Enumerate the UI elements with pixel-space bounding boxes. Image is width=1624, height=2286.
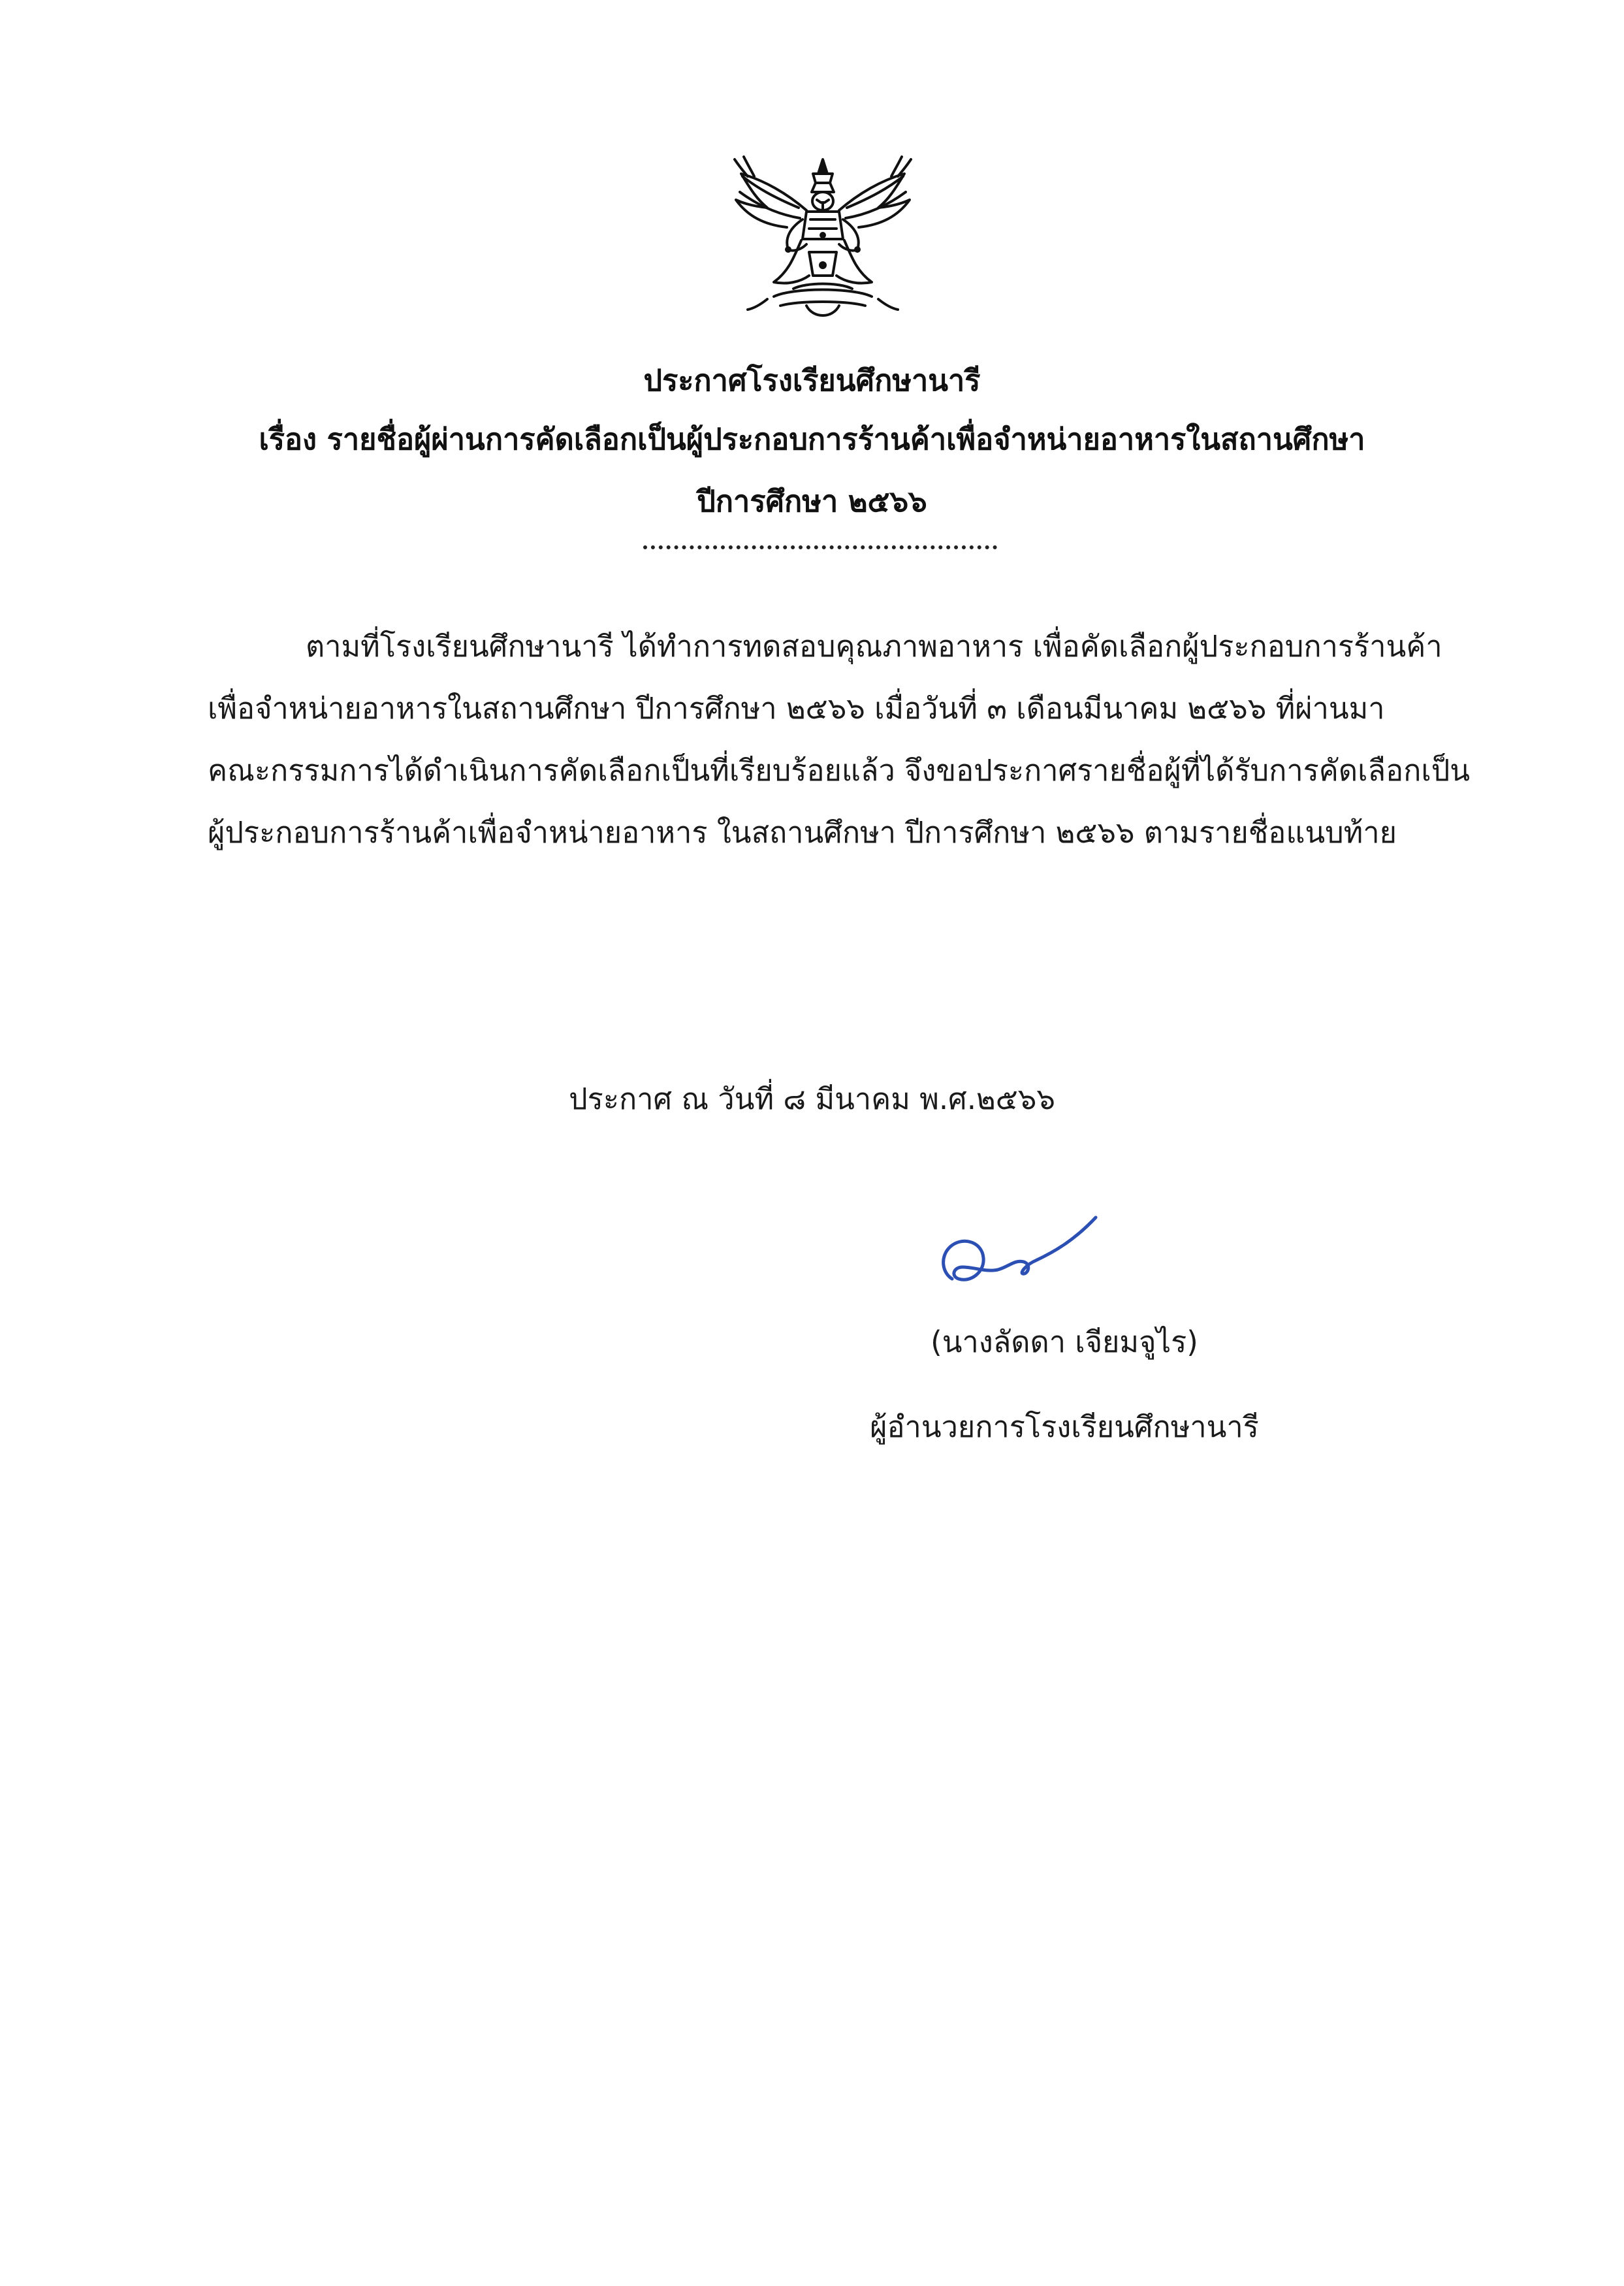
garuda-emblem-icon: [728, 154, 917, 327]
signer-name: (นางลัดดา เจียมจูไร): [931, 1325, 1198, 1359]
academic-year: ปีการศึกษา ๒๕๖๖: [697, 484, 927, 519]
body-line-4: ผู้ประกอบการร้านค้าเพื่อจำหน่ายอาหาร ในสถานศึกษา ปีการศึกษา ๒๕๖๖ ตามรายชื่อแนบท้าย: [208, 815, 1397, 850]
handwritten-signature-icon: [927, 1202, 1110, 1313]
body-line-3: คณะกรรมการได้ดำเนินการคัดเลือกเป็นที่เรียบร้อยแล้ว จึงขอประกาศรายชื่อผู้ที่ได้รับการคัดเลือกเป็น: [208, 753, 1471, 788]
body-line-1: ตามที่โรงเรียนศึกษานารี ได้ทำการทดสอบคุณภาพอาหาร เพื่อคัดเลือกผู้ประกอบการร้านค้า: [306, 629, 1442, 664]
announcement-date: ประกาศ ณ วันที่ ๘ มีนาคม พ.ศ.๒๕๖๖: [569, 1082, 1055, 1116]
document-title: ประกาศโรงเรียนศึกษานารี: [643, 363, 981, 398]
body-line-2: เพื่อจำหน่ายอาหารในสถานศึกษา ปีการศึกษา ๒๕๖๖ เมื่อวันที่ ๓ เดือนมีนาคม ๒๕๖๖ ที่ผ่านมา: [208, 691, 1385, 726]
dotted-divider: [643, 545, 997, 549]
document-subject: เรื่อง รายชื่อผู้ผ่านการคัดเลือกเป็นผู้ประกอบการร้านค้าเพื่อจำหน่ายอาหารในสถานศึกษา: [259, 422, 1365, 457]
signer-title: ผู้อำนวยการโรงเรียนศึกษานารี: [870, 1409, 1259, 1444]
